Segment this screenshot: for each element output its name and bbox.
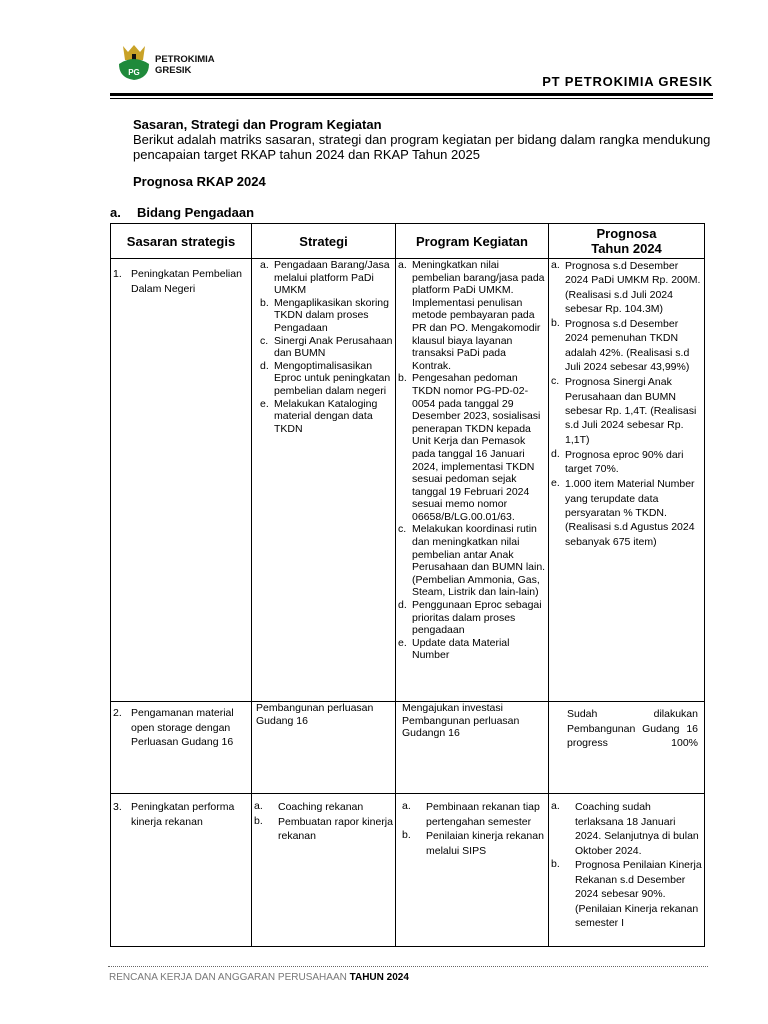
sasaran-text: Peningkatan performa kinerja rekanan <box>131 801 235 828</box>
list-item: d. Mengoptimalisasikan Eproc untuk peningkatan pembelian dalam negeri <box>260 359 391 397</box>
list-item: e. Update data Material Number <box>398 636 510 662</box>
list-item: b. Prognosa Penilaian Kinerja Rekanan s.d Desember 2024 sebesar 90%. (Penilaian Kinerja rekanan semester I <box>551 858 702 929</box>
cell-strategi <box>252 259 396 702</box>
list-item: b. Penilaian kinerja rekanan melalui SIPS <box>402 829 544 857</box>
intro-block <box>133 117 723 162</box>
header-strategi: Strategi <box>252 224 396 259</box>
header-prognosa <box>549 224 705 259</box>
prognosa-title: Prognosa RKAP 2024 <box>133 174 266 189</box>
row-number: 3. <box>113 801 122 813</box>
cell-strategi <box>252 702 396 794</box>
intro-paragraph: Berikut adalah matriks sasaran, strategi dan program kegiatan per bidang dalam rangka mendukung pencapaian target RKAP tahun 2024 dan RKAP Tahun 2025 <box>133 132 711 162</box>
header-program: Program Kegiatan <box>396 224 549 259</box>
header-prognosa-line2: Tahun 2024 <box>591 241 662 256</box>
intro-heading: Sasaran, Strategi dan Program Kegiatan <box>133 117 382 132</box>
footer-text: RENCANA KERJA DAN ANGGARAN PERUSAHAAN <box>109 972 350 983</box>
header-prognosa-line1: Prognosa <box>596 226 657 241</box>
cell-sasaran <box>111 259 252 702</box>
list-item: b. Pembuatan rapor kinerja rekanan <box>254 814 393 842</box>
strategi-list <box>260 259 393 435</box>
cell-strategi <box>252 794 396 947</box>
section-label: a. <box>110 205 121 220</box>
cell-program <box>396 794 549 947</box>
list-item: a. Pengadaan Barang/Jasa melalui platform PaDi UMKM <box>260 259 390 297</box>
list-item: e. Melakukan Kataloging material dengan data TKDN <box>260 397 378 435</box>
header-rule-thin <box>110 98 713 99</box>
list-item: c. Prognosa Sinergi Anak Perusahaan dan BUMN sebesar Rp. 1,4T. (Realisasi s.d Juli 2024 sebesar Rp. 1,1T) <box>551 375 697 446</box>
section-name: Bidang Pengadaan <box>137 205 255 220</box>
list-item: a. Coaching rekanan <box>254 800 364 813</box>
program-text: Mengajukan investasi Pembangunan perluasan Gudangn 16 <box>402 702 520 740</box>
list-item: b. Prognosa s.d Desember 2024 pemenuhan TKDN adalah 42%. (Realisasi s.d Juli 2024 sebesar 43,99%) <box>551 317 690 374</box>
table-row <box>111 259 705 702</box>
strategi-list <box>254 800 393 844</box>
page-footer <box>109 972 409 983</box>
cell-sasaran <box>111 702 252 794</box>
program-list <box>398 259 546 662</box>
list-item: e. 1.000 item Material Number yang terupdate data persyaratan % TKDN. (Realisasi s.d Agustus 2024 sebanyak 675 item) <box>551 477 695 548</box>
header-sasaran: Sasaran strategis <box>111 224 252 259</box>
prognosa-list <box>551 800 702 931</box>
list-item: a. Meningkatkan nilai pembelian barang/jasa pada platform PaDi UMKM. Implementasi penulisan metode pembayaran pada PR dan PO. Mengakomodir klausul biaya layanan transaksi PaDi pada Kontrak. <box>398 259 545 372</box>
petrokimia-logo-icon <box>115 42 153 82</box>
strategi-text: Pembangunan perluasan Gudang 16 <box>256 702 374 727</box>
list-item: d. Prognosa eproc 90% dari target 70%. <box>551 447 684 476</box>
company-name: PT PETROKIMIA GRESIK <box>542 74 713 89</box>
list-item: b. Mengaplikasikan skoring TKDN dalam proses Pengadaan <box>260 296 389 334</box>
sasaran-text: Pengamanan material open storage dengan Perluasan Gudang 16 <box>131 707 234 748</box>
prognosa-list <box>551 259 702 549</box>
list-item: a. Coaching sudah terlaksana 18 Januari 2024. Selanjutnya di bulan Oktober 2024. <box>551 800 699 857</box>
list-item: b. Pengesahan pedoman TKDN nomor PG-PD-02-0054 pada tanggal 29 Desember 2023, sosialisasi penerapan TKDN kepada Unit Kerja dan Pemasok pada tanggal 16 Januari 2024, implementasi TKDN sesuai pedoman sejak tanggal 19 Februari 2024 sesuai memo nomor 06658/B/LG.00.01/63. <box>398 372 541 523</box>
row-number: 2. <box>113 707 122 719</box>
cell-program <box>396 259 549 702</box>
table-row <box>111 794 705 947</box>
strategy-matrix-table <box>110 223 705 947</box>
list-item: a. Prognosa s.d Desember 2024 PaDi UMKM Rp. 200M. (Realisasi s.d Juli 2024 sebesar Rp. 104.3M) <box>551 259 701 315</box>
table-row <box>111 702 705 794</box>
row-number: 1. <box>113 268 122 280</box>
program-list <box>402 800 546 858</box>
list-item: a. Pembinaan rekanan tiap pertengahan semester <box>402 800 540 828</box>
logo-text <box>155 54 215 76</box>
cell-prognosa <box>549 794 705 947</box>
cell-sasaran <box>111 794 252 947</box>
list-item: d. Penggunaan Eproc sebagai prioritas dalam proses pengadaan <box>398 599 542 637</box>
header-rule-thick <box>110 93 713 96</box>
prognosa-text: Sudah dilakukan Pembangunan Gudang 16 progress 100% <box>567 708 698 749</box>
cell-prognosa <box>549 702 705 794</box>
list-item: c. Melakukan koordinasi rutin dan meningkatkan nilai pembelian antar Anak Perusahaan dan BUMN lain. (Pembelian Ammonia, Gas, Steam, Listrik dan lain-lain) <box>398 523 546 599</box>
footer-bold: TAHUN 2024 <box>349 972 409 983</box>
logo-badge: PG <box>128 68 140 77</box>
cell-program <box>396 702 549 794</box>
logo-line-2: GRESIK <box>155 65 192 76</box>
cell-prognosa <box>549 259 705 702</box>
logo-line-1: PETROKIMIA <box>155 54 215 65</box>
footer-rule <box>108 966 708 967</box>
company-logo <box>115 42 225 82</box>
section-title <box>110 205 254 220</box>
table-header-row <box>111 224 705 259</box>
list-item: c. Sinergi Anak Perusahaan dan BUMN <box>260 334 393 360</box>
sasaran-text: Peningkatan Pembelian Dalam Negeri <box>131 268 242 295</box>
